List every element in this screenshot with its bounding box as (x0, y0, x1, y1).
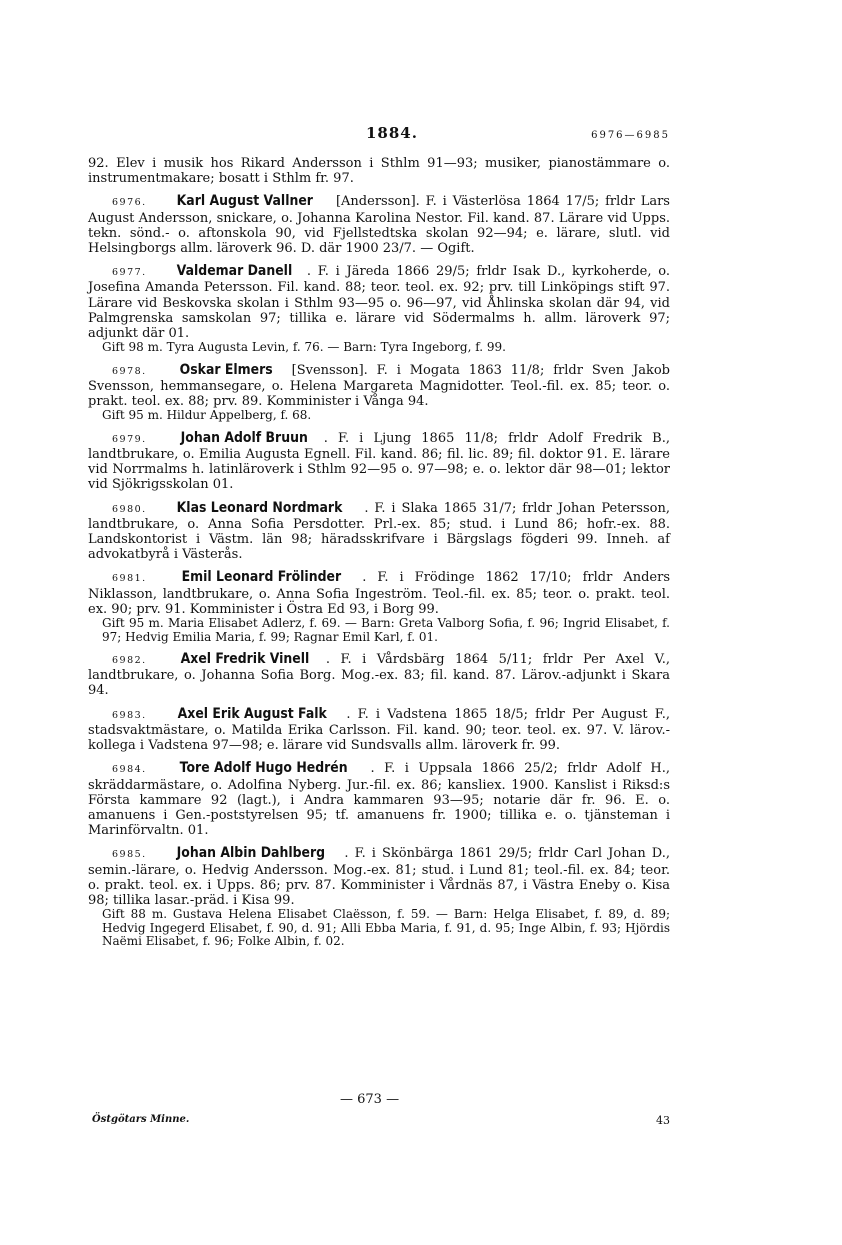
entry-6979 (88, 431, 670, 493)
page (88, 120, 670, 957)
entry-number: 6977. (112, 267, 147, 279)
entry-name: Axel Fredrik Vinell (180, 651, 310, 668)
entry-text: [Andersson]. F. i Västerlösa 1864 17/5; frldr Lars August Andersson, snickare, o. Johanna Karolina Nestor. Fil. kand. 87. Lärare vid Upps. tekn. sönd.- o. aftonskola 90, vid Fjellstedtska skolan 92—94; e. lärare, slutl. vid Helsingborgs allm. läroverk 96. D. där 1900 23/7. — Ogift. (88, 194, 670, 257)
header-year: 1884. (366, 124, 418, 142)
header-entry-range: 6976—6985 (591, 130, 670, 141)
entry-text: [Svensson]. F. i Mogata 1863 11/8; frldr Sven Jakob Svensson, hemmansegare, o. Helena Margareta Magnidotter. Teol.-fil. ex. 85; teor. o. prakt. teol. ex. 88; prv. 89. Komminister i Vånga 94. (88, 362, 671, 410)
entry-number: 6978. (112, 365, 147, 377)
intro-text: 92. Elev i musik hos Rikard Andersson i Sthlm 91—93; musiker, pianostämmare o. instrumentmakare; bosatt i Sthlm fr. 97. (88, 156, 670, 187)
entry-text: . F. i Slaka 1865 31/7; frldr Johan Petersson, landtbrukare, o. Anna Sofia Persdotter. Prl.-ex. 85; stud. i Lund 86; hofr.-ex. 88. Landskontorist i Västm. län 98; häradsskrifvare i Bärgslags fögderi 99. Inneh. af advokatbyrå i Västerås. (88, 500, 670, 563)
entry-number: 6983. (112, 709, 147, 721)
intro-continuation (88, 156, 670, 186)
entry-name: Valdemar Danell (177, 263, 293, 280)
entry-6978 (88, 363, 670, 423)
entry-number: 6979. (112, 433, 147, 445)
entry-text: . F. i Vårdsbärg 1864 5/11; frldr Per Axel V., landtbrukare, o. Johanna Sofia Borg. Mog.-ex. 83; fil. kand. 87. Lärov.-adjunkt i Skara 94. (88, 652, 670, 699)
entries-body (88, 156, 670, 949)
sheet-number: 43 (656, 1114, 670, 1127)
entry-family: Gift 95 m. Maria Elisabet Adlerz, f. 69. — Barn: Greta Valborg Sofia, f. 96; Ingrid Elisabet, f. 97; Hedvig Emilia Maria, f. 99; Ragnar Emil Karl, f. 01. (102, 616, 670, 644)
entry-text: . F. i Järeda 1866 29/5; frldr Isak D., kyrkoherde, o. Josefina Amanda Petersson. Fil. kand. 88; teor. teol. ex. 92; prv. till Linköpings stift 97. Lärare vid Beskovska skolan i Sthlm 93—95 o. 96—97, vid Åhlinska skolan där 94, vid Palmgrenska samskolan 97; tillika e. lärare vid Södermalms h. allm. läroverk 97; adjunkt där 01. (88, 264, 670, 342)
entry-name: Karl August Vallner (176, 193, 313, 210)
entry-family: Gift 88 m. Gustava Helena Elisabet Claësson, f. 59. — Barn: Helga Elisabet, f. 89, d. 89; Hedvig Ingegerd Elisabet, f. 90, d. 91; Alli Ebba Maria, f. 91, d. 95; Inge Albin, f. 93; Hjördis Naëmi Elisabet, f. 96; Folke Albin, f. 02. (102, 907, 670, 949)
entry-text: . F. i Uppsala 1866 25/2; frldr Adolf H., skräddarmästare, o. Adolfina Nyberg. Jur.-fil. ex. 86; kansliex. 1900. Kanslist i Riksd:s Första kammare 92 (lagt.), i Andra kammaren 93—95; notarie där fr. 96. E. o. amanuens i Gen.-poststyrelsen 95; tf. amanuens fr. 1900; tillika e. o. tjänsteman i Marinförvaltn. 01. (88, 761, 671, 839)
entry-name: Johan Adolf Bruun (180, 429, 308, 446)
entry-number: 6985. (112, 849, 147, 861)
entry-6981 (88, 570, 670, 644)
entry-6982 (88, 652, 670, 699)
page-header (88, 120, 670, 144)
page-footer (88, 1092, 670, 1132)
entry-family: Gift 98 m. Tyra Augusta Levin, f. 76. — Barn: Tyra Ingeborg, f. 99. (102, 340, 506, 355)
entry-text: . F. i Skönbärga 1861 29/5; frldr Carl Johan D., semin.-lärare, o. Hedvig Andersson. Mog.-ex. 81; stud. i Lund 81; teol.-fil. ex. 84; teor. o. prakt. teol. ex. i Upps. 86; prv. 87. Komminister i Vårdnäs 87, i Västra Eneby o. Kisa 98; tillika lasar.-präd. i Kisa 99. (88, 846, 670, 908)
source-title: Östgötars Minne. (92, 1114, 190, 1125)
entry-family: Gift 95 m. Hildur Appelberg, f. 68. (102, 408, 312, 423)
entry-number: 6981. (112, 573, 147, 585)
entry-name: Oskar Elmers (179, 361, 273, 378)
page-number: — 673 — (340, 1092, 400, 1107)
entry-6977 (88, 264, 670, 355)
entry-text: . F. i Frödinge 1862 17/10; frldr Anders Niklasson, landtbrukare, o. Anna Sofia Ingeström. Teol.-fil. ex. 85; teor. o. prakt. teol. ex. 90; prv. 91. Komminister i Östra Ed 93, i Borg 99. (88, 570, 670, 617)
entry-number: 6984. (112, 764, 147, 776)
entry-text: . F. i Ljung 1865 11/8; frldr Adolf Fredrik B., landtbrukare, o. Emilia Augusta Egnell. Fil. kand. 86; fil. lic. 89; fil. doktor 91. E. lärare vid Norrmalms h. latinläroverk i Sthlm 92—95 o. 97—98; e. o. lektor där 98—01; lektor vid Sjökrigsskolan 01. (88, 430, 670, 493)
entry-name: Axel Erik August Falk (177, 705, 327, 722)
entry-6976 (88, 194, 670, 256)
entry-6983 (88, 707, 670, 754)
entry-text: . F. i Vadstena 1865 18/5; frldr Per August F., stadsvaktmästare, o. Matilda Erika Carlsson. Fil. kand. 90; teor. teol. ex. 97. V. lärov.-kollega i Vadstena 97—98; e. lärare vid Sundsvalls allm. läroverk fr. 99. (88, 706, 670, 754)
entry-6980 (88, 501, 670, 563)
entry-6984 (88, 761, 670, 838)
entry-number: 6976. (112, 197, 147, 209)
entry-number: 6982. (112, 655, 147, 667)
entry-name: Johan Albin Dahlberg (176, 845, 325, 862)
entry-number: 6980. (112, 503, 147, 515)
entry-6985 (88, 846, 670, 948)
entry-name: Emil Leonard Frölinder (181, 569, 341, 586)
entry-name: Klas Leonard Nordmark (176, 499, 342, 516)
entry-name: Tore Adolf Hugo Hedrén (179, 760, 348, 777)
